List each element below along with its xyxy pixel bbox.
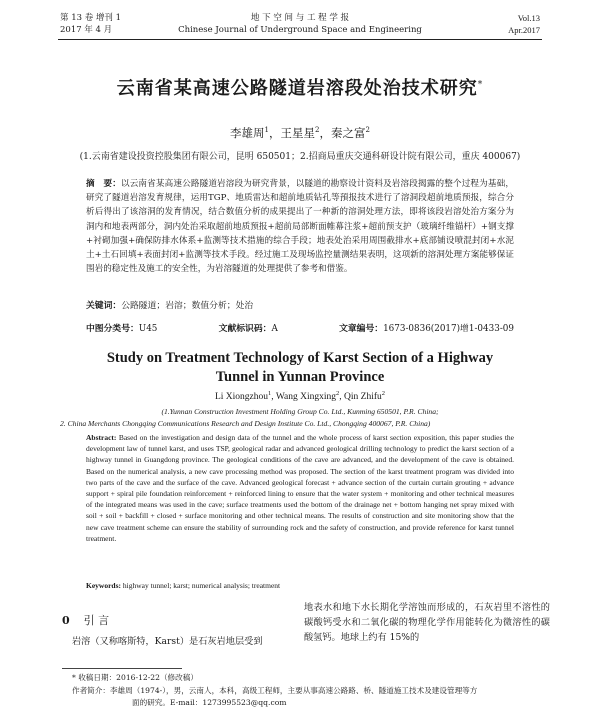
header-issue-cn: 第 13 卷 增刊 1 xyxy=(60,13,122,23)
authors-cn xyxy=(0,125,600,141)
abstract-cn-label: 摘 要： xyxy=(86,179,121,189)
affiliation-en-2: 2. China Merchants Chongqing Communications Research and Design Institute Co. Ltd., Chongqing 400067, P.R. China) xyxy=(60,418,431,428)
keywords-cn xyxy=(86,298,514,311)
author-cn-1-sup: 1 xyxy=(264,126,270,135)
author-en-2: , Wang Xingxing xyxy=(271,392,337,403)
header-vol: Vol.13 xyxy=(517,13,540,23)
author-en-3: , Qin Zhifu xyxy=(339,392,382,403)
author-cn-1: 李雄周 xyxy=(230,126,265,140)
authors-en xyxy=(0,390,600,402)
affiliation-cn: (1.云南省建设投资控股集团有限公司，昆明 650501；2.招商局重庆交通科研设计院有限公司，重庆 400067) xyxy=(79,152,521,162)
affiliation-en-1: (1.Yunnan Construction Investment Holding Group Co. Ltd., Kunming 650501, P.R. China; xyxy=(161,407,439,416)
clc-code xyxy=(86,321,157,334)
keywords-en-text: highway tunnel; karst; numerical analysis; treatment xyxy=(122,581,281,590)
abstract-en-label: Abstract: xyxy=(86,433,117,442)
keywords-en-label: Keywords: xyxy=(86,581,121,590)
title-cn-text: 云南省某高速公路隧道岩溶段处治技术研究 xyxy=(116,78,478,99)
header-date-cn: 2017 年 4 月 xyxy=(60,25,113,35)
footnote-author: 作者简介：李雄周（1974-），男，云南人，本科，高级工程师，主要从事高速公路路、桥、隧道施工技术及建设管理等方 xyxy=(72,686,478,695)
footnote-received: * 收稿日期：2016-12-22（修改稿） xyxy=(72,673,198,682)
doc-label: 文献标识码： xyxy=(218,324,272,334)
header-journal-en: Chinese Journal of Underground Space and Engineering xyxy=(178,25,422,35)
author-en-3-sup: 2 xyxy=(381,390,386,397)
header-journal-cn: 地 下 空 间 与 工 程 学 报 xyxy=(250,13,350,23)
section-heading xyxy=(62,612,109,628)
body-right-column: 地表水和地下水长期化学溶蚀而形成的，石灰岩里不溶性的碳酸钙受水和二氧化碳的物理化学作用能转化为微溶性的碳酸氢钙。地球上约有 15%的 xyxy=(304,602,550,643)
abstract-cn-text: 以云南省某高速公路隧道岩溶段为研究背景，以隧道的勘察设计资料及岩溶段揭露的整个过程为基础，研究了隧道岩溶发育规律，运用TGP、地质雷达和超前地质钻孔等預报技术进行了溶洞段超前地质预报，综合分析后得出了该溶洞的发育情况，结合数值分析的成果提出了一种新的溶洞处理方法，即将该段岩溶处治方案分为洞内和地表两部分，洞内处治采取超前地质预报+超前局部断面帷幕注浆+超前预支护（玻璃纤维锚杆）+钢支撑+衬砌加强+确保防排水体系+监测等技术措施的综合手段；地表处治采用周围截排水+底部铺设喷混封闭+水泥土+土石回填+表面封闭+监测等技术手段。经过施工及现场监控量测结果表明，这项新的溶洞处理方案能够保证围岩的稳定性及施工的安全性，为岩溶隧道的处理提供了参考和借鉴。 xyxy=(86,179,514,275)
header-month: Apr.2017 xyxy=(508,25,540,35)
title-cn-mark: * xyxy=(477,80,484,90)
section-number: 0 xyxy=(62,614,70,627)
clc-value: U45 xyxy=(138,324,158,334)
title-cn xyxy=(0,74,600,100)
footnote-author-cont: 面的研究。E-mail：1273995523@qq.com xyxy=(132,698,287,707)
clc-label: 中图分类号： xyxy=(86,324,139,334)
title-en xyxy=(0,349,600,387)
title-en-line2: Tunnel in Yunnan Province xyxy=(215,369,385,385)
article-label: 文章编号： xyxy=(339,324,384,334)
section-title: 引 言 xyxy=(83,614,110,627)
article-value: 1673-0836(2017)增1-0433-09 xyxy=(383,324,514,334)
article-number xyxy=(339,321,514,334)
author-cn-2: ，王星星 xyxy=(269,126,316,140)
author-cn-3: ，秦之富 xyxy=(319,126,366,140)
doc-code xyxy=(219,321,278,334)
keywords-en xyxy=(86,581,514,590)
keywords-cn-label: 关键词： xyxy=(86,301,122,311)
classification-row xyxy=(86,321,514,334)
abstract-en-text: Based on the investigation and design data of the tunnel and the whole process of karst section exposition, this paper studies the development law of tunnel karst, and uses TSP, geological radar and advanced geological drilling technology to predict the karst section of a highway tunnel in Guangdong province. The geological conditions of the cave are advanced, and the development of the cave is obtained. Based on the numerical analysis, a new cave processing method was proposed. The section of the karst treatment program was divided into two parts of the cave and the surface of the cave. Advanced geological forecast + advance section of the curtain curtain grouting + advance support + spiral pile foundation reinforcement + reinforced lining to ensure that the water system + monitoring and other technical measures of the integrated means was used in the cave; surface treatments used the bottom of the drainage net + bottom hanging net spray mixed with soil + soil + backfill + closed + surface monitoring and other technical means. The results of construction and site monitoring show that the new cave treatment scheme can ensure the stability of surrounding rock and the safety of construction, and provide reference for karst tunnel treatment. xyxy=(86,433,514,543)
body-left-column: 岩溶（又称喀斯特，Karst）是石灰岩地层受到 xyxy=(72,636,263,647)
author-en-1: Li Xiongzhou xyxy=(214,392,269,403)
header-divider xyxy=(58,39,542,40)
author-cn-3-sup: 2 xyxy=(365,126,370,135)
doc-value: A xyxy=(271,324,278,334)
keywords-cn-text: 公路隧道；岩溶；数值分析；处治 xyxy=(121,301,254,311)
title-en-line1: Study on Treatment Technology of Karst Section of a Highway xyxy=(106,350,494,366)
abstract-cn xyxy=(86,177,514,276)
header-volume xyxy=(508,12,540,36)
affiliation-en xyxy=(60,406,540,429)
abstract-en xyxy=(86,432,514,544)
author-en-1-sup: 1 xyxy=(268,390,272,397)
author-en-2-sup: 2 xyxy=(336,390,340,397)
footnote-divider xyxy=(62,668,182,669)
author-cn-2-sup: 2 xyxy=(315,126,320,135)
